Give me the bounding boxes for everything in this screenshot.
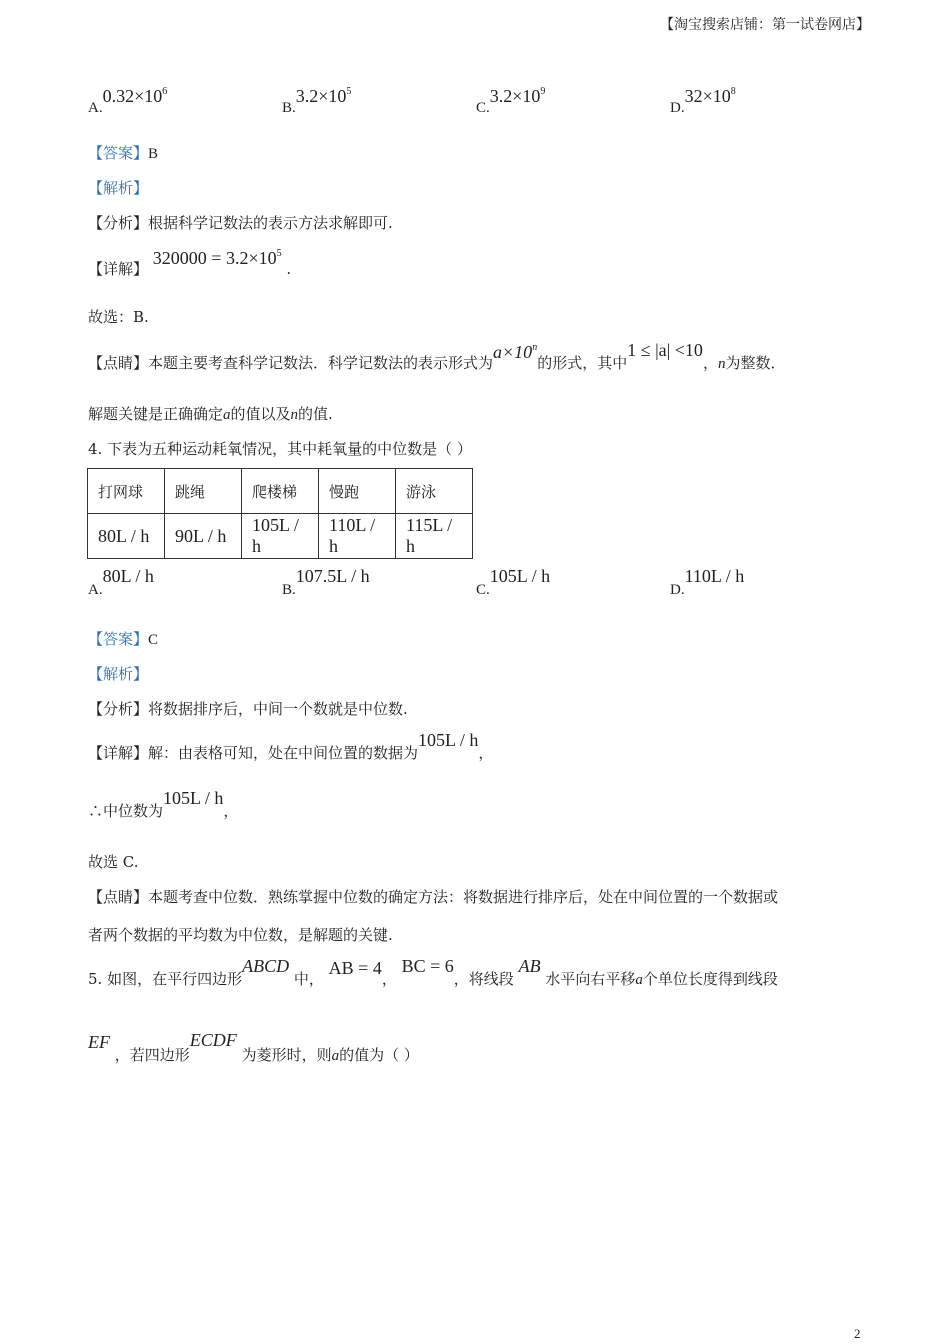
q4-analysis-tag: 【解析】 xyxy=(88,665,149,683)
q3-xiangjie: 【详解】 $320000 = 3.2\times 10^5$ . xyxy=(88,248,292,278)
table-cell: 105L / h xyxy=(242,514,319,559)
q4-option-a[interactable]: A.80L / h xyxy=(88,566,154,598)
table-header-cell: 打网球 xyxy=(88,469,165,514)
q3-fenxi: 【分析】根据科学记数法的表示方法求解即可. xyxy=(88,214,393,232)
q5-stem-line1: 5. 如图，在平行四边形ABCD 中， AB = 4， BC = 6，将线段 AB 水平向右平移a个单位长度得到线段 xyxy=(88,956,778,988)
q4-stem: 4. 下表为五种运动耗氧情况，其中耗氧量的中位数是（ ） xyxy=(88,440,472,458)
q3-option-d[interactable]: $D.32\times 10^8$ xyxy=(670,86,736,116)
table-header-cell: 跳绳 xyxy=(165,469,242,514)
table-row xyxy=(88,514,473,559)
q5-stem-line2: EF ，若四边形ECDF 为菱形时，则a的值为（ ） xyxy=(88,1030,419,1064)
q4-fenxi: 【分析】将数据排序后，中间一个数就是中位数. xyxy=(88,700,408,718)
table-header-cell: 游泳 xyxy=(396,469,473,514)
shop-header: 【淘宝搜索店铺：第一试卷网店】 xyxy=(660,17,870,33)
table-cell: 110L / h xyxy=(319,514,396,559)
q3-analysis-tag: 【解析】 xyxy=(88,179,149,197)
q4-option-c[interactable]: C.105L / h xyxy=(476,566,551,598)
table-header-row xyxy=(88,469,473,514)
sport-oxygen-table xyxy=(87,468,473,559)
q3-option-c[interactable]: $C.3.2\times 10^9$ xyxy=(476,86,546,116)
q4-option-b[interactable]: B.107.5L / h xyxy=(282,566,370,598)
table-cell: 90L / h xyxy=(165,514,242,559)
q4-guxuan: 故选 C. xyxy=(88,853,139,871)
q4-option-d[interactable]: D.110L / h xyxy=(670,566,745,598)
table-cell: 115L / h xyxy=(396,514,473,559)
q3-guxuan: 故选：B. xyxy=(88,308,149,326)
table-header-cell: 慢跑 xyxy=(319,469,396,514)
q4-therefore: ∴中位数为105L / h， xyxy=(88,788,239,820)
q3-option-a[interactable]: $A.0.32\times 10^6$ xyxy=(88,86,168,116)
q4-dianjing-line1: 【点睛】本题考查中位数．熟练掌握中位数的确定方法：将数据进行排序后，处在中间位置的一个数据或 xyxy=(88,888,779,906)
page-number: 2 xyxy=(854,1326,861,1341)
q3-option-b[interactable]: $B.3.2\times 10^5$ xyxy=(282,86,352,116)
q4-xiangjie: 【详解】解：由表格可知，处在中间位置的数据为105L / h， xyxy=(88,730,494,762)
table-cell: 80L / h xyxy=(88,514,165,559)
q3-dianjing-line2: 解题关键是正确确定a的值以及n的值. xyxy=(88,405,333,423)
q4-answer: 【答案】C xyxy=(88,630,159,648)
q3-dianjing-line1: 【点睛】本题主要考查科学记数法．科学记数法的表示形式为$a\times 10^n$的形式，其中1 ≤ |a| <10，n为整数． xyxy=(88,340,786,372)
q4-dianjing-line2: 者两个数据的平均数为中位数，是解题的关键. xyxy=(88,926,393,944)
q3-answer: 【答案】B xyxy=(88,144,159,162)
table-header-cell: 爬楼梯 xyxy=(242,469,319,514)
